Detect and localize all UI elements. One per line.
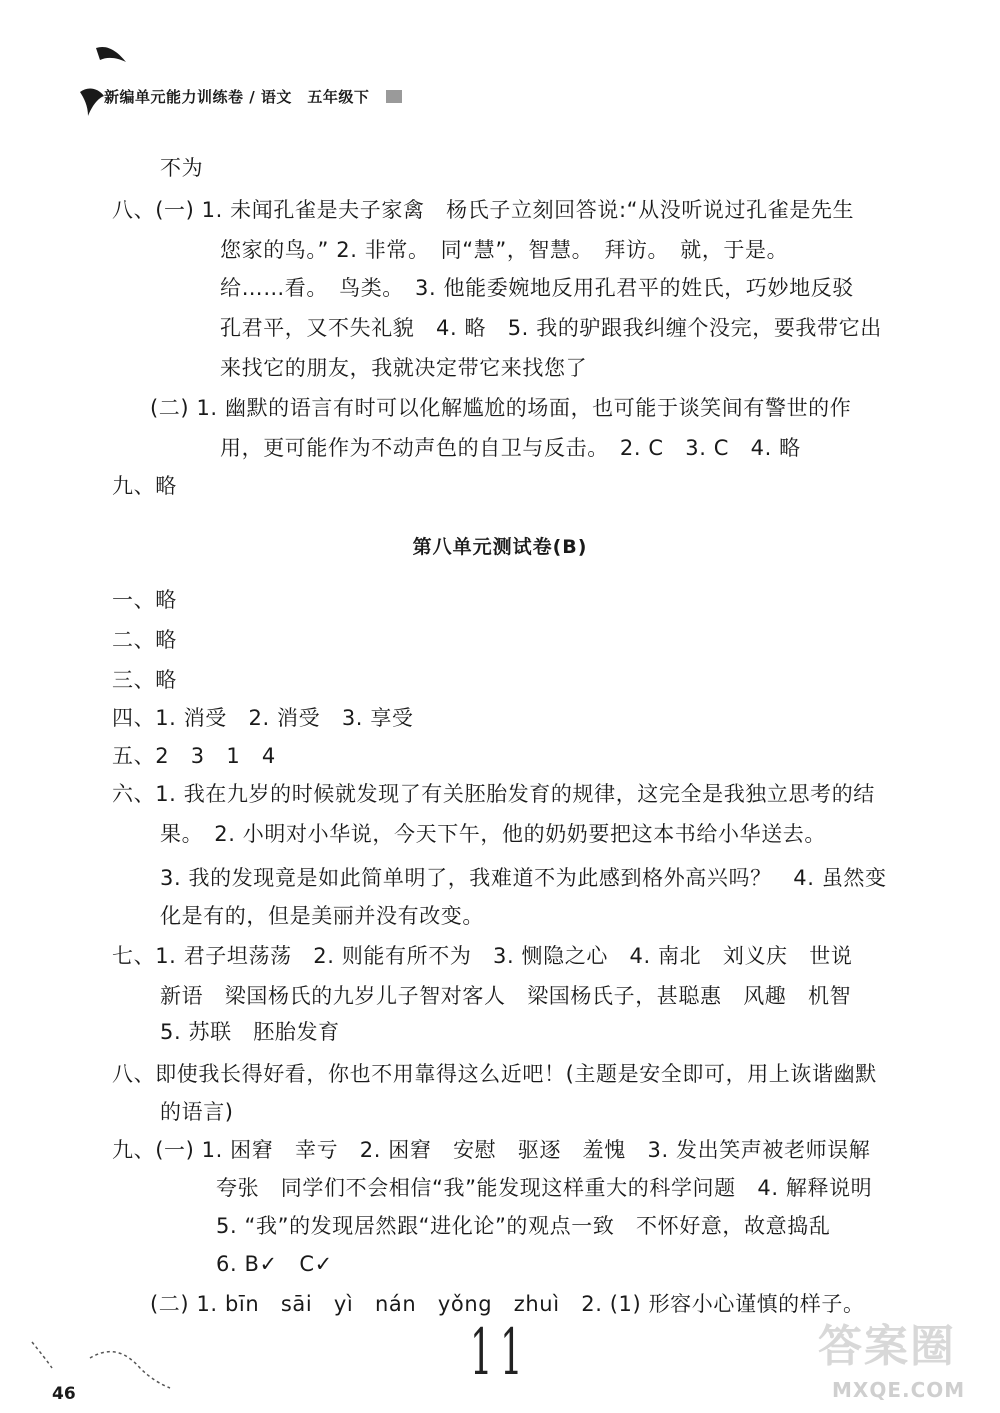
answer-line: 果。 2. 小明对小华说，今天下午，他的奶奶要把这本书给小华送去。: [160, 822, 827, 846]
answer-line: 六、1. 我在九岁的时候就发现了有关胚胎发育的规律，这完全是我独立思考的结: [112, 782, 875, 806]
answer-line: 6. B✓ C✓: [216, 1252, 333, 1276]
answer-line: (二) 1. 幽默的语言有时可以化解尴尬的场面，也可能于谈笑间有警世的作: [150, 396, 852, 420]
answer-line: 八、即使我长得好看，你也不用靠得这么近吧！(主题是安全即可，用上诙谐幽默: [112, 1062, 877, 1086]
answer-line: 四、1. 消受 2. 消受 3. 享受: [112, 706, 414, 730]
section-title: 第八单元测试卷(B): [412, 536, 588, 558]
answer-line: 来找它的朋友，我就决定带它来找您了: [220, 356, 588, 380]
answer-line: 三、略: [112, 668, 177, 692]
bird-logo-icon: [74, 40, 144, 130]
answer-line: 5. 苏联 胚胎发育: [160, 1020, 340, 1044]
watermark-url: MXQE.COM: [832, 1378, 966, 1402]
answer-line: 您家的鸟。” 2. 非常。 同“慧”，智慧。 拜访。 就，于是。: [220, 238, 789, 262]
answer-line: 一、略: [112, 588, 177, 612]
answer-line: 八、(一) 1. 未闻孔雀是夫子家禽 杨氏子立刻回答说:“从没听说过孔雀是先生: [112, 198, 855, 222]
header-title: 新编单元能力训练卷 / 语文 五年级下: [104, 88, 370, 106]
page-number: 46: [52, 1384, 76, 1404]
answer-line: 化是有的，但是美丽并没有改变。: [160, 904, 484, 928]
answer-line: 不为: [160, 156, 204, 180]
answer-line: 二、略: [112, 628, 177, 652]
answer-line: 孔君平，又不失礼貌 4. 略 5. 我的驴跟我纠缠个没完，要我带它出: [220, 316, 882, 340]
answer-line: 给……看。 鸟类。 3. 他能委婉地反用孔君平的姓氏，巧妙地反驳: [220, 276, 854, 300]
answer-line: 3. 我的发现竟是如此简单明了，我难道不为此感到格外高兴吗？ 4. 虽然变: [160, 866, 887, 890]
answer-line: 九、(一) 1. 困窘 幸亏 2. 困窘 安慰 驱逐 羞愧 3. 发出笑声被老师误解: [112, 1138, 871, 1162]
watermark-logo: 答案圈: [818, 1321, 956, 1372]
answer-line: 七、1. 君子坦荡荡 2. 则能有所不为 3. 恻隐之心 4. 南北 刘义庆 世说: [112, 944, 853, 968]
answer-line: 九、略: [112, 474, 177, 498]
answer-line: 用，更可能作为不动声色的自卫与反击。 2. C 3. C 4. 略: [220, 436, 801, 460]
answer-line: (二) 1. bīn sāi yì nán yǒng zhuì 2. (1) 形容小心谨慎的样子。: [150, 1292, 865, 1316]
answer-line: 新语 梁国杨氏的九岁儿子智对客人 梁国杨氏子，甚聪惠 风趣 机智: [160, 984, 852, 1008]
answer-line: 的语言): [160, 1100, 234, 1124]
header-marker: [386, 90, 402, 103]
answer-line: 5. “我”的发现居然跟“进化论”的观点一致 不怀好意，故意捣乱: [216, 1214, 831, 1238]
answer-line: 夸张 同学们不会相信“我”能发现这样重大的科学问题 4. 解释说明: [216, 1176, 873, 1200]
handwritten-mark: 11: [470, 1316, 531, 1390]
answer-line: 五、2 3 1 4: [112, 744, 276, 768]
